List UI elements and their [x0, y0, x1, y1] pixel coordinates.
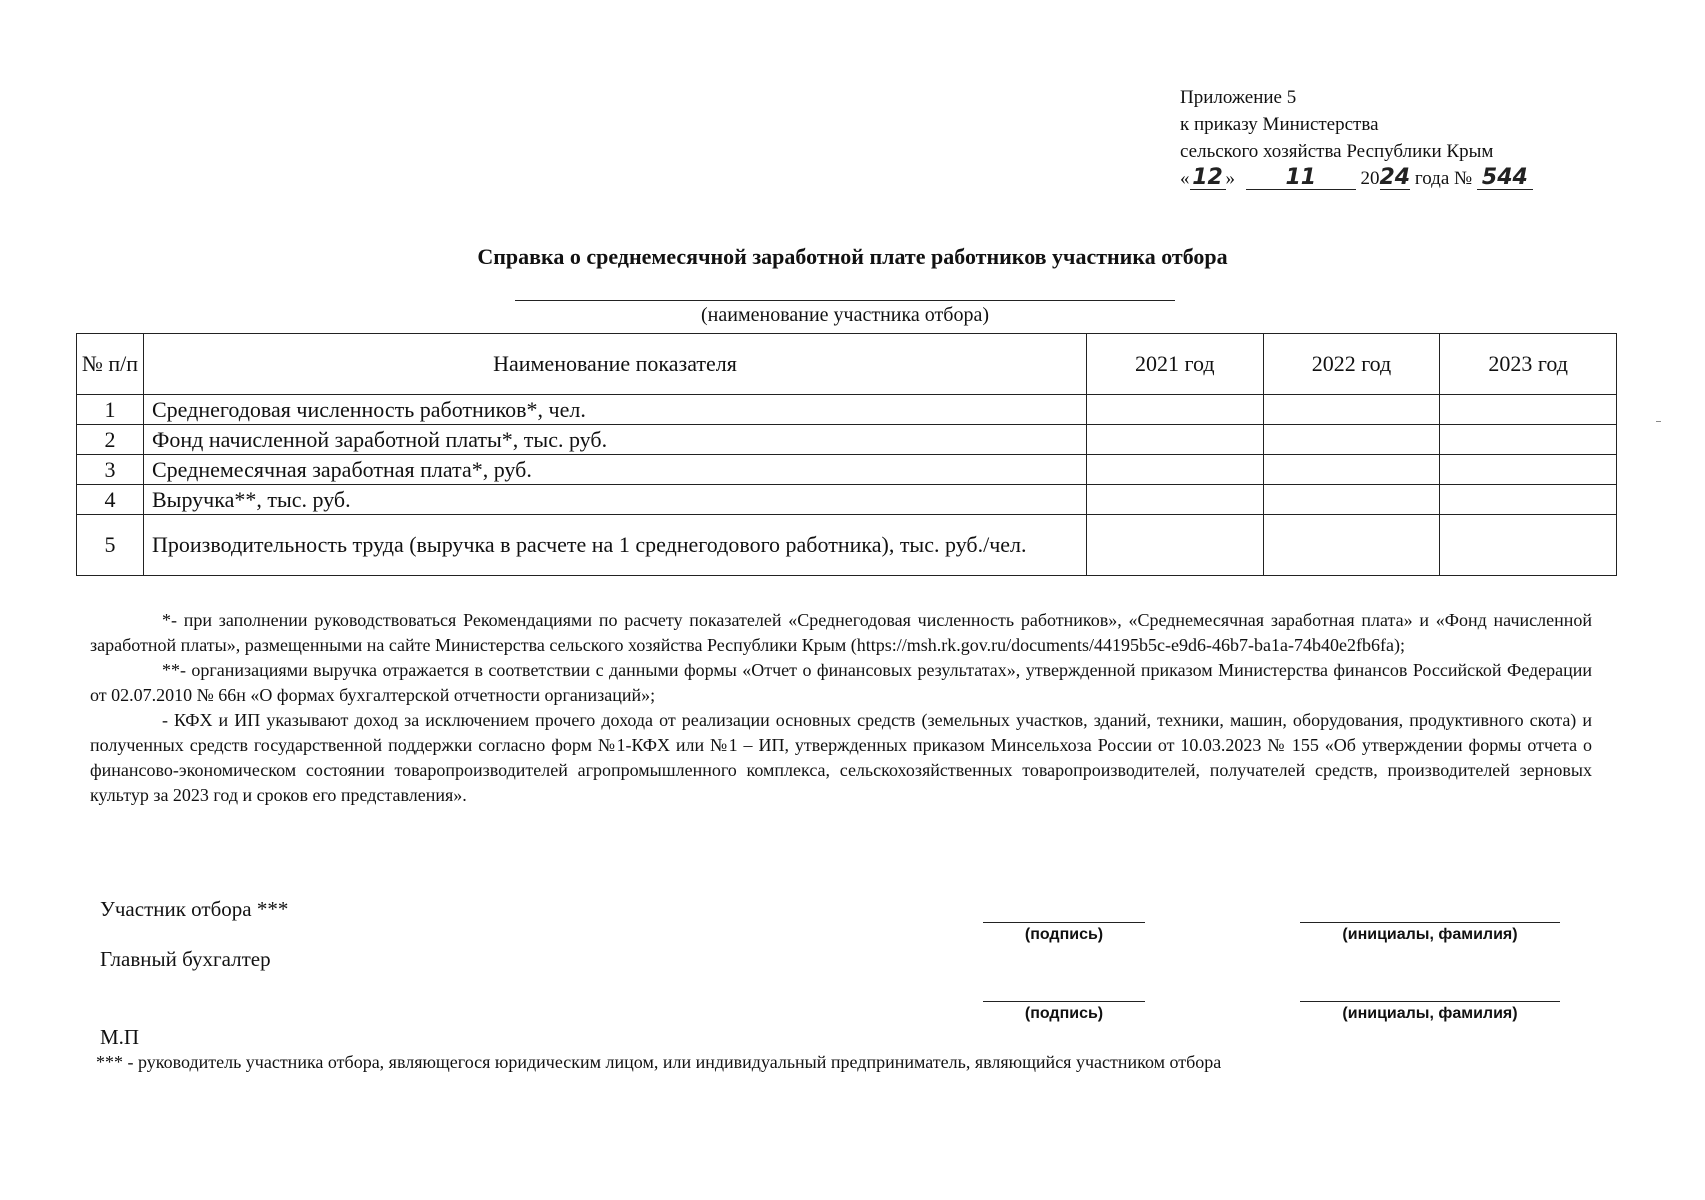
row-number: 2 [77, 425, 144, 455]
cell-2021[interactable] [1087, 515, 1264, 576]
table-row [77, 515, 1617, 576]
header-year-2022: 2022 год [1263, 334, 1440, 395]
appendix-header [1180, 84, 1560, 192]
cell-2022[interactable] [1263, 485, 1440, 515]
accountant-label: Главный бухгалтер [100, 947, 271, 971]
cell-2022[interactable] [1263, 515, 1440, 576]
table-row [77, 485, 1617, 515]
scan-mark [1656, 421, 1661, 422]
order-number: 544 [1477, 167, 1533, 190]
order-year-prefix: 20 [1360, 168, 1380, 189]
cell-2023[interactable] [1440, 395, 1617, 425]
cell-2022[interactable] [1263, 455, 1440, 485]
appendix-line-3: сельского хозяйства Республики Крым [1180, 141, 1494, 162]
table-row [77, 395, 1617, 425]
order-month: 11 [1246, 167, 1356, 190]
table-header-row [77, 334, 1617, 395]
appendix-line-1: Приложение 5 [1180, 87, 1297, 108]
row-number: 3 [77, 455, 144, 485]
notes-section [90, 608, 1592, 808]
table-row [77, 455, 1617, 485]
note-paragraph: *- при заполнении руководствоваться Рекомендациями по расчету показателей «Среднегодовая численность работников», «Среднемесячная заработная плата» и «Фонд начисленной заработной платы», размещенными на сайте Министерства сельского хозяйства Республики Крым (https://msh.rk.gov.ru/documents/44195b5c-e9d6-46b7-ba1a-74b40e2fb6fa); [90, 610, 1592, 655]
order-day: 12 [1190, 167, 1226, 190]
row-number: 4 [77, 485, 144, 515]
accountant-signature-line [983, 1001, 1145, 1002]
accountant-signature-caption: (подпись) [1024, 1005, 1104, 1022]
footnote: *** - руководитель участника отбора, являющегося юридическим лицом, или индивидуальный предприниматель, являющийся участником отбора [96, 1052, 1222, 1072]
cell-2023[interactable] [1440, 455, 1617, 485]
participant-signature-caption: (подпись) [1024, 926, 1104, 943]
row-indicator-name: Среднемесячная заработная плата*, руб. [144, 455, 1087, 485]
row-indicator-name: Среднегодовая численность работников*, чел. [144, 395, 1087, 425]
appendix-line-2: к приказу Министерства [1180, 114, 1379, 135]
cell-2021[interactable] [1087, 455, 1264, 485]
accountant-name-line [1300, 1001, 1560, 1002]
cell-2023[interactable] [1440, 485, 1617, 515]
order-year-word: года № [1414, 168, 1473, 189]
cell-2023[interactable] [1440, 425, 1617, 455]
row-number: 1 [77, 395, 144, 425]
participant-name-line [515, 300, 1175, 301]
header-indicator-name: Наименование показателя [144, 334, 1087, 395]
row-indicator-name: Выручка**, тыс. руб. [144, 485, 1087, 515]
cell-2021[interactable] [1087, 395, 1264, 425]
cell-2021[interactable] [1087, 485, 1264, 515]
document-title: Справка о среднемесячной заработной плате работников участника отбора [477, 244, 1228, 269]
header-year-2023: 2023 год [1440, 334, 1617, 395]
table-row [77, 425, 1617, 455]
row-number: 5 [77, 515, 144, 576]
header-year-2021: 2021 год [1087, 334, 1264, 395]
cell-2021[interactable] [1087, 425, 1264, 455]
row-indicator-name: Производительность труда (выручка в расчете на 1 среднегодового работника), тыс. руб./чел. [144, 515, 1087, 576]
stamp-label: М.П [100, 1025, 140, 1049]
participant-name-caption: (инициалы, фамилия) [1342, 926, 1518, 943]
cell-2023[interactable] [1440, 515, 1617, 576]
cell-2022[interactable] [1263, 425, 1440, 455]
cell-2022[interactable] [1263, 395, 1440, 425]
quote-close: » [1225, 168, 1235, 189]
note-paragraph: **- организациями выручка отражается в соответствии с данными формы «Отчет о финансовых результатах», утвержденной приказом Министерства финансов Российской Федерации от 02.07.2010 № 66н «О формах бухгалтерской отчетности организаций»; [90, 660, 1592, 705]
indicators-table [76, 333, 1617, 576]
order-year-suffix: 24 [1379, 165, 1411, 190]
order-date-line [1180, 165, 1560, 192]
note-paragraph: - КФХ и ИП указывают доход за исключением прочего дохода от реализации основных средств (земельных участков, зданий, техники, машин, оборудования, продуктивного скота) и полученных средств государственной поддержки согласно форм №1-КФХ или №1 – ИП, утвержденных приказом Минсельхоза России от 10.03.2023 № 155 «Об утверждении формы отчета о финансово-экономическом состоянии товаропроизводителей агропромышленного комплекса, сельскохозяйственных товаропроизводителей, получателей средств, производителей зерновых культур за 2023 год и сроков его представления». [90, 710, 1592, 805]
participant-name-line [1300, 922, 1560, 923]
participant-label: Участник отбора *** [100, 897, 289, 921]
participant-name-caption: (наименование участника отбора) [701, 304, 989, 326]
row-indicator-name: Фонд начисленной заработной платы*, тыс. руб. [144, 425, 1087, 455]
quote-open: « [1180, 168, 1190, 189]
accountant-name-caption: (инициалы, фамилия) [1342, 1005, 1518, 1022]
participant-signature-line [983, 922, 1145, 923]
header-number: № п/п [77, 334, 144, 395]
